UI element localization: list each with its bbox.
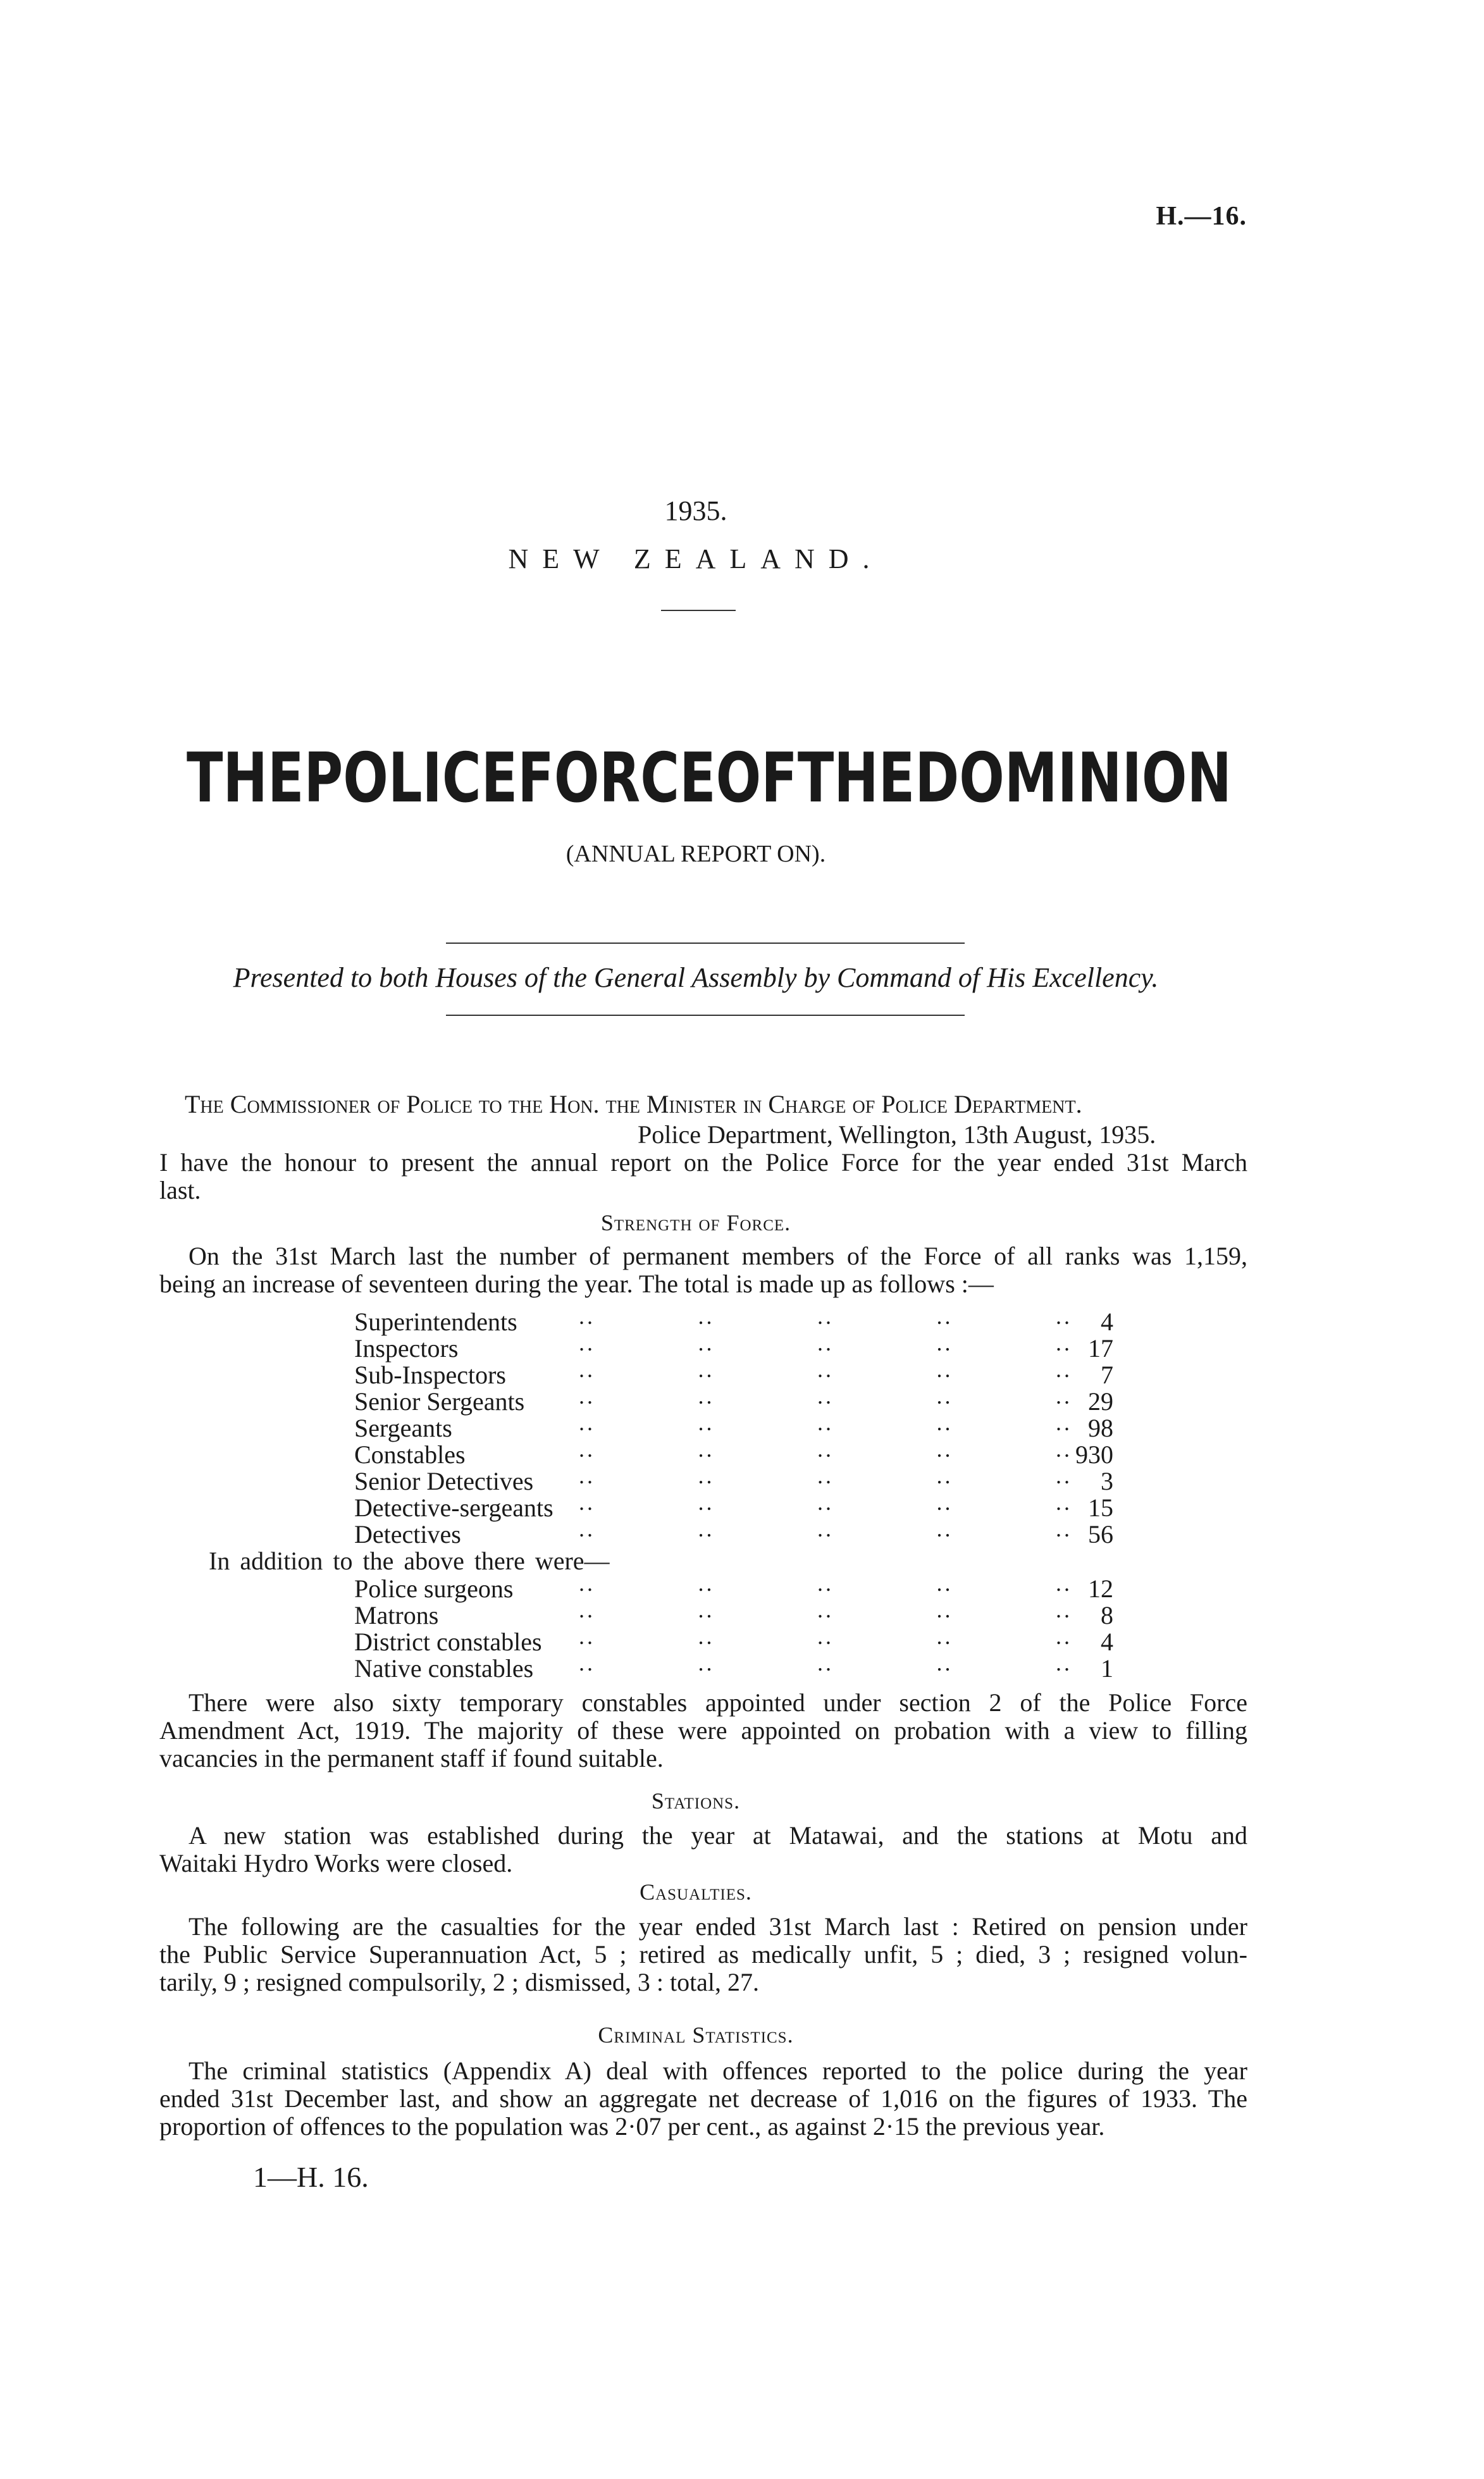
rank-count: 930: [1075, 1440, 1113, 1469]
stations-para-line: A new station was established during the year at Matawai, and the stations at Motu and: [189, 1821, 1247, 1850]
criminal-para-line: The criminal statistics (Appendix A) deal with offences reported to the police during the year: [189, 2056, 1247, 2085]
leader-dots: .. .. .. .. ..: [579, 1624, 1072, 1649]
strength-para-line: being an increase of seventeen during the year. The total is made up as follows :—: [159, 1270, 994, 1298]
rank-count: 56: [1088, 1520, 1113, 1549]
rank-count: 17: [1088, 1334, 1113, 1363]
additional-label: Native constables: [354, 1654, 534, 1683]
rank-label: Sergeants: [354, 1414, 452, 1442]
additional-count: 1: [1101, 1654, 1113, 1683]
title-word: THE: [797, 739, 915, 818]
divider: [661, 610, 736, 611]
rank-label: Constables: [354, 1440, 466, 1469]
rank-count: 4: [1101, 1308, 1113, 1336]
temporary-para-line: vacancies in the permanent staff if found suitable.: [159, 1744, 664, 1772]
casualties-para-line: tarily, 9 ; resigned compulsorily, 2 ; dismissed, 3 : total, 27.: [159, 1968, 760, 1996]
leader-dots: .. .. .. .. ..: [579, 1357, 1072, 1382]
section-heading-stations: Stations.: [651, 1788, 741, 1814]
title-word: FORCE: [517, 739, 716, 818]
leader-dots: .. .. .. .. ..: [579, 1516, 1072, 1542]
intro-line: I have the honour to present the annual report on the Police Force for the year ended 31st March: [159, 1148, 1247, 1177]
leader-dots: .. .. .. .. ..: [579, 1383, 1072, 1409]
rank-row: [354, 1516, 1113, 1549]
strength-para-line: On the 31st March last the number of permanent members of the Force of all ranks was 1,159,: [189, 1242, 1247, 1270]
section-heading-casualties: Casualties.: [640, 1879, 752, 1905]
temporary-para-line: There were also sixty temporary constables appointed under section 2 of the Police Force: [189, 1688, 1247, 1717]
letter-addressee: The Commissioner of Police to the Hon. the Minister in Charge of Police Department.: [185, 1090, 1082, 1118]
page-reference: 1—H. 16.: [253, 2161, 369, 2193]
leader-dots: .. .. .. .. ..: [579, 1330, 1072, 1356]
rank-count: 15: [1088, 1493, 1113, 1522]
title-word: OF: [715, 739, 798, 818]
rank-label: Sub-Inspectors: [354, 1361, 506, 1389]
rank-label: Senior Detectives: [354, 1467, 534, 1495]
leader-dots: .. .. .. .. ..: [579, 1304, 1072, 1329]
leader-dots: .. .. .. .. ..: [579, 1463, 1072, 1488]
leader-dots: .. .. .. .. ..: [579, 1597, 1072, 1623]
rank-count: 29: [1088, 1387, 1113, 1416]
additional-count: 8: [1101, 1601, 1113, 1629]
casualties-para-line: The following are the casualties for the year ended 31st March last : Retired on pension under: [189, 1912, 1247, 1941]
leader-dots: .. .. .. .. ..: [579, 1650, 1072, 1676]
section-heading-strength: Strength of Force.: [600, 1210, 791, 1235]
leader-dots: .. .. .. .. ..: [579, 1437, 1072, 1462]
rank-label: Inspectors: [354, 1334, 459, 1363]
casualties-para-line: the Public Service Superannuation Act, 5 ; retired as medically unfit, 5 ; died, 3 ; resigned volun-: [159, 1940, 1247, 1969]
section-heading-criminal: Criminal Statistics.: [598, 2022, 794, 2048]
stations-para-line: Waitaki Hydro Works were closed.: [159, 1849, 513, 1877]
leader-dots: .. .. .. .. ..: [579, 1410, 1072, 1435]
rank-count: 3: [1101, 1467, 1113, 1495]
rank-label: Detective-sergeants: [354, 1493, 553, 1522]
criminal-para-line: proportion of offences to the population was 2·07 per cent., as against 2·15 the previous year.: [159, 2112, 1105, 2141]
additional-label: Matrons: [354, 1601, 439, 1629]
rank-count: 98: [1088, 1414, 1113, 1442]
title-word: DOMINION: [915, 739, 1232, 818]
subtitle: (ANNUAL REPORT ON).: [566, 841, 826, 867]
leader-dots: .. .. .. .. ..: [579, 1490, 1072, 1515]
rank-label: Detectives: [354, 1520, 461, 1549]
additional-count: 4: [1101, 1628, 1113, 1656]
rank-label: Superintendents: [354, 1308, 517, 1336]
presented-line: Presented to both Houses of the General Assembly by Command of His Excellency.: [233, 962, 1159, 993]
report-year: 1935.: [664, 495, 727, 526]
rank-label: Senior Sergeants: [354, 1387, 525, 1416]
leader-dots: .. .. .. .. ..: [579, 1571, 1072, 1596]
addition-text: In addition to the above there were—: [209, 1547, 610, 1575]
additional-label: Police surgeons: [354, 1574, 514, 1603]
main-title: [187, 739, 1232, 818]
intro-line: last.: [159, 1176, 201, 1204]
rank-count: 7: [1101, 1361, 1113, 1389]
country-name: NEW ZEALAND.: [508, 543, 884, 574]
additional-label: District constables: [354, 1628, 542, 1656]
letter-dateline: Police Department, Wellington, 13th August, 1935.: [638, 1120, 1156, 1149]
divider: [446, 1015, 965, 1016]
criminal-para-line: ended 31st December last, and show an aggregate net decrease of 1,016 on the figures of 1933. The: [159, 2084, 1247, 2113]
title-word: POLICE: [304, 739, 518, 818]
temporary-para-line: Amendment Act, 1919. The majority of these were appointed on probation with a view to filling: [159, 1716, 1247, 1745]
additional-row: [354, 1650, 1113, 1683]
document-code: H.—16.: [1156, 202, 1247, 231]
divider: [446, 943, 965, 944]
title-word: THE: [187, 739, 304, 818]
additional-count: 12: [1088, 1574, 1113, 1603]
